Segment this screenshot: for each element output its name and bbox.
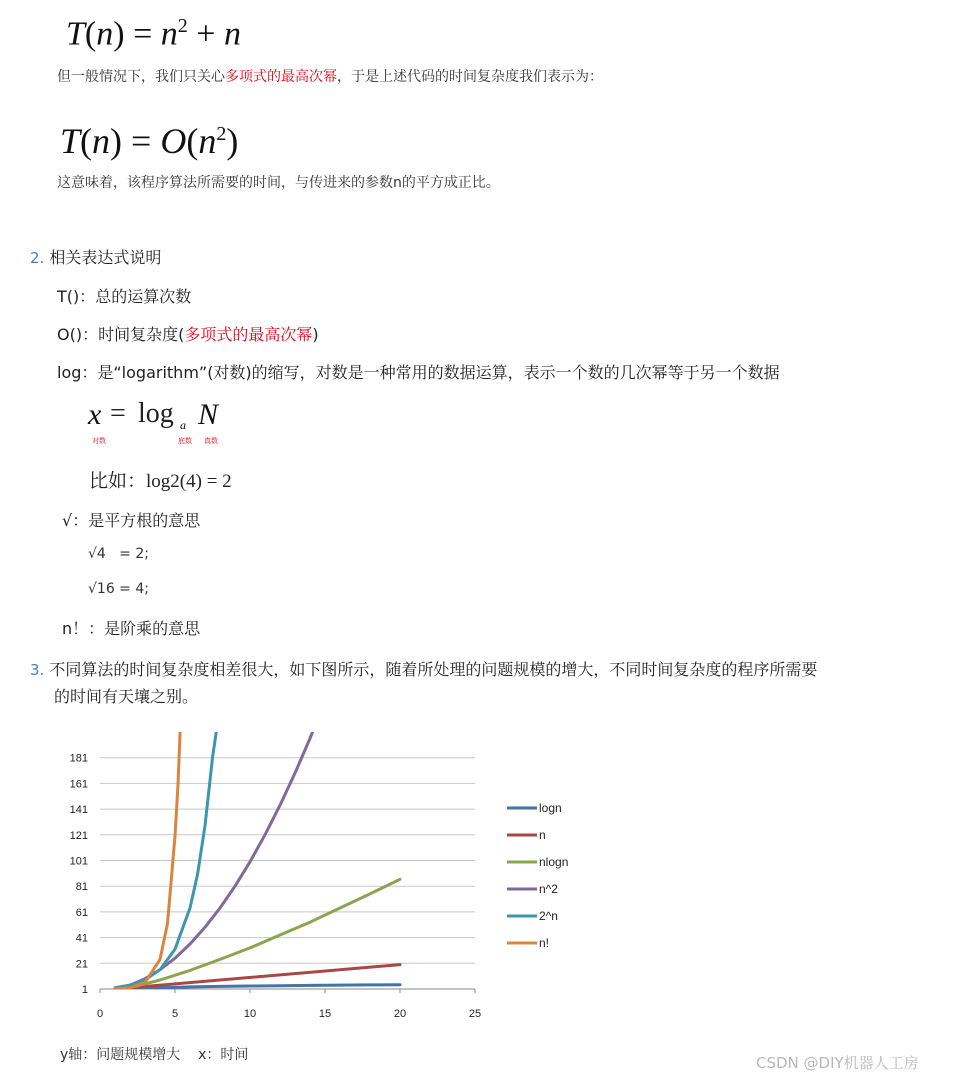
label-base: 底数 bbox=[178, 437, 192, 445]
legend-label: n bbox=[539, 828, 546, 842]
x-tick-label: 25 bbox=[468, 1008, 482, 1020]
log-n: N bbox=[198, 398, 219, 431]
formula2-n2: n bbox=[198, 121, 217, 161]
label-logarithm: 对数 bbox=[92, 437, 106, 445]
formula2-exponent: 2 bbox=[216, 123, 227, 145]
log-equals: = bbox=[110, 398, 126, 429]
section-2-title: 相关表达式说明 bbox=[49, 248, 162, 267]
para1-highlight: 多项式的最高次幂 bbox=[225, 69, 337, 85]
y-tick-label: 141 bbox=[69, 804, 88, 817]
item-sqrt-definition: √：是平方根的意思 bbox=[62, 511, 201, 530]
section-3-line-1: 不同算法的时间复杂度相差很大，如下图所示，随着所处理的问题规模的增大，不同时间复杂度的程序所需要 bbox=[49, 660, 818, 679]
formula-n: n bbox=[96, 15, 114, 53]
y-tick-label: 21 bbox=[75, 958, 88, 971]
legend-label: logn bbox=[539, 801, 562, 815]
section-2-number: 2. bbox=[30, 249, 45, 267]
formula-big-o: $T(n) = O(n^2)$ bbox=[60, 121, 239, 161]
legend-label: 2^n bbox=[539, 909, 558, 923]
section-2-heading bbox=[30, 245, 161, 268]
example-prefix: 比如： bbox=[89, 470, 147, 492]
item-o-definition bbox=[57, 322, 319, 345]
para1-after: ，于是上述代码的时间复杂度我们表示为： bbox=[337, 69, 603, 85]
legend-label: n! bbox=[539, 936, 550, 950]
y-tick-label: 61 bbox=[75, 906, 88, 919]
formula2-equals: = bbox=[131, 121, 152, 161]
y-tick-label: 1 bbox=[81, 984, 88, 996]
formula-n-squared: n bbox=[160, 15, 178, 53]
item-t-definition: T()：总的运算次数 bbox=[57, 287, 192, 306]
section-3 bbox=[30, 657, 940, 680]
sqrt-example-1: √4 = 2; bbox=[88, 546, 149, 562]
formula-t: T bbox=[66, 15, 85, 53]
series-line-n- bbox=[115, 727, 180, 989]
formula-n-linear: n bbox=[223, 15, 241, 53]
series-line-n-2 bbox=[115, 727, 315, 989]
formula2-n: n bbox=[92, 121, 111, 161]
example-expr: log2(4) = 2 bbox=[146, 471, 232, 492]
formula2-o: O bbox=[160, 121, 187, 161]
x-tick-label: 10 bbox=[243, 1008, 257, 1020]
legend-label: nlogn bbox=[539, 855, 569, 869]
formula-rparen: ) bbox=[113, 15, 125, 53]
y-tick-label: 181 bbox=[69, 752, 88, 765]
csdn-watermark: CSDN @DIY机器人工房 bbox=[756, 1054, 919, 1072]
paragraph-highest-power bbox=[57, 66, 603, 86]
legend-label: n^2 bbox=[539, 882, 558, 896]
formula-time-function bbox=[66, 6, 241, 54]
item-o-after: ) bbox=[312, 325, 319, 344]
section-3-line-2: 的时间有天壤之别。 bbox=[54, 687, 199, 706]
label-antilog: 真数 bbox=[204, 437, 218, 445]
item-factorial-definition: n！：是阶乘的意思 bbox=[62, 619, 201, 638]
x-tick-label: 15 bbox=[318, 1008, 332, 1020]
series-line-2-n bbox=[115, 727, 217, 988]
log-base: a bbox=[180, 418, 186, 432]
formula-plus: + bbox=[196, 15, 216, 53]
x-tick-label: 20 bbox=[393, 1008, 407, 1020]
y-tick-label: 41 bbox=[75, 932, 88, 945]
paragraph-proportional: 这意味着，该程序算法所需要的时间，与传进来的参数n的平方成正比。 bbox=[57, 175, 500, 191]
y-tick-label: 121 bbox=[69, 829, 88, 842]
item-log-definition: log：是“logarithm”(对数)的缩写，对数是一种常用的数据运算，表示一个数的几次幂等于另一个数据 bbox=[57, 363, 780, 382]
section-3-number: 3. bbox=[30, 661, 45, 679]
sqrt-example-2: √16 = 4; bbox=[88, 581, 149, 597]
y-tick-label: 161 bbox=[69, 778, 88, 791]
formula-lparen: ( bbox=[84, 15, 97, 53]
series-group bbox=[115, 727, 400, 989]
complexity-chart bbox=[55, 722, 595, 1027]
log-formula bbox=[88, 398, 288, 448]
y-tick-label: 81 bbox=[75, 881, 88, 894]
formula-exponent: 2 bbox=[177, 15, 188, 37]
log-x: x bbox=[88, 398, 102, 431]
formula-equals: = bbox=[133, 15, 153, 53]
log-example bbox=[89, 466, 232, 493]
item-o-before: O()：时间复杂度( bbox=[57, 325, 185, 344]
y-tick-label: 101 bbox=[69, 855, 88, 868]
chart-caption: y轴：问题规模增大 x：时间 bbox=[60, 1047, 249, 1063]
para1-before: 但一般情况下，我们只关心 bbox=[57, 69, 225, 85]
x-tick-label: 0 bbox=[96, 1008, 104, 1020]
item-o-highlight: 多项式的最高次幂 bbox=[184, 325, 313, 344]
log-word: log bbox=[138, 398, 174, 429]
formula2-t: T bbox=[60, 121, 81, 161]
x-tick-label: 5 bbox=[171, 1008, 179, 1020]
